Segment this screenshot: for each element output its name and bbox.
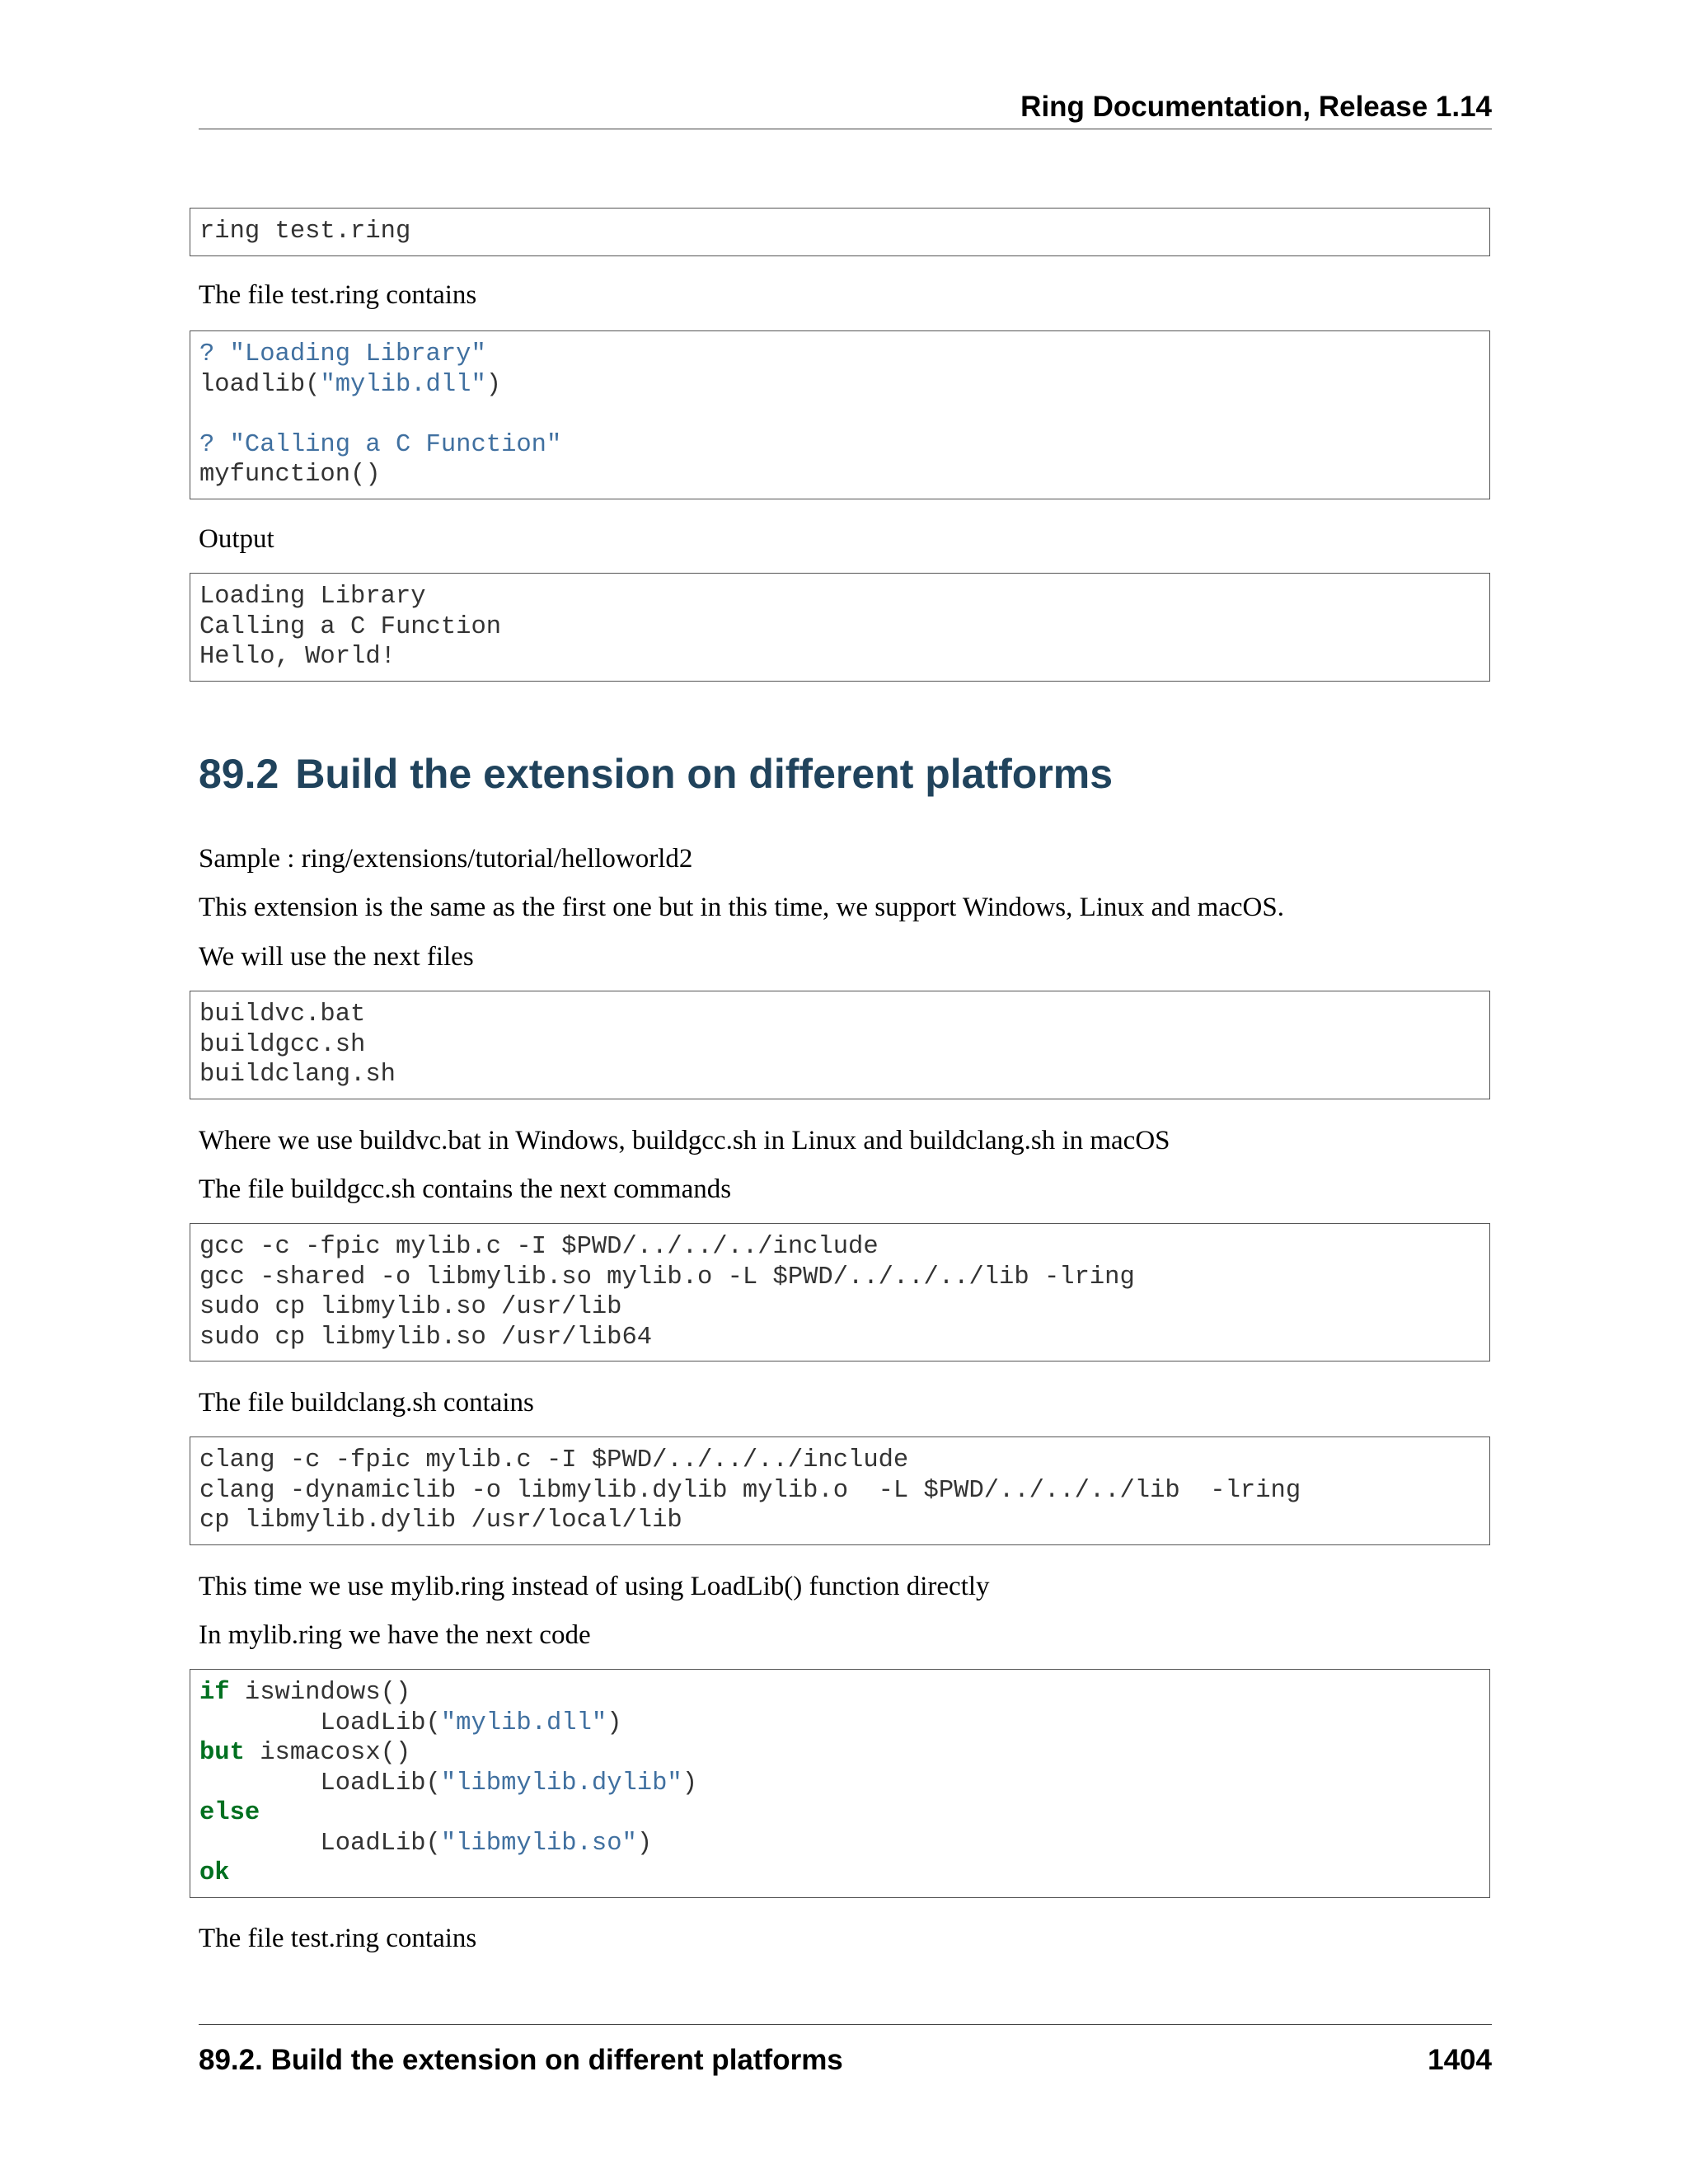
code-block-test-ring (190, 330, 1490, 499)
code-line: Calling a C Function (199, 612, 502, 641)
code-block-files (190, 991, 1490, 1099)
code-line: buildvc.bat (199, 1001, 366, 1029)
paragraph: The file test.ring contains (199, 280, 477, 310)
paragraph: We will use the next files (199, 942, 474, 972)
code-line: buildclang.sh (199, 1061, 396, 1089)
code-token: myfunction() (199, 461, 381, 489)
footer-section-title: 89.2. Build the extension on different platforms (199, 2044, 843, 2076)
code-token: ) (636, 1829, 653, 1858)
code-token: ? (199, 430, 230, 459)
code-text (199, 340, 1480, 490)
code-string: "Loading Library" (229, 340, 486, 368)
code-block-buildgcc (190, 1223, 1490, 1361)
code-block-run-command (190, 208, 1490, 256)
section-title: Build the extension on different platforms (295, 751, 1114, 797)
code-keyword: ok (199, 1859, 230, 1887)
code-line: ring test.ring (199, 218, 411, 246)
code-line: gcc -shared -o libmylib.so mylib.o -L $PWD/../../../lib -lring (199, 1263, 1135, 1291)
code-token: ) (607, 1708, 622, 1737)
code-text (199, 1446, 1480, 1536)
code-string: "libmylib.dylib" (440, 1769, 682, 1797)
code-string: "libmylib.so" (440, 1829, 637, 1858)
running-header: Ring Documentation, Release 1.14 (1020, 91, 1492, 123)
code-block-output (190, 573, 1490, 682)
code-block-buildclang (190, 1436, 1490, 1545)
paragraph: Where we use buildvc.bat in Windows, buildgcc.sh in Linux and buildclang.sh in macOS (199, 1126, 1170, 1155)
code-string: "Calling a C Function" (229, 430, 562, 459)
code-text (199, 217, 1480, 247)
code-line: Loading Library (199, 583, 426, 611)
code-token: LoadLib( (199, 1829, 441, 1858)
code-text (199, 1000, 1480, 1090)
code-line: cp libmylib.dylib /usr/local/lib (199, 1507, 682, 1535)
code-token: ? (199, 340, 230, 368)
code-line: clang -dynamiclib -o libmylib.dylib mylib.o -L $PWD/../../../lib -lring (199, 1476, 1301, 1505)
section-number: 89.2 (199, 751, 279, 797)
code-line: sudo cp libmylib.so /usr/lib64 (199, 1323, 653, 1352)
code-text (199, 1678, 1480, 1889)
code-token: LoadLib( (199, 1708, 441, 1737)
code-string: "mylib.dll" (320, 370, 486, 399)
code-string: "mylib.dll" (440, 1708, 607, 1737)
paragraph: This time we use mylib.ring instead of using LoadLib() function directly (199, 1572, 990, 1601)
page-number: 1404 (1428, 2044, 1492, 2076)
code-line: buildgcc.sh (199, 1030, 366, 1059)
section-heading (199, 750, 1113, 798)
code-line: sudo cp libmylib.so /usr/lib (199, 1293, 622, 1321)
code-token: LoadLib( (199, 1769, 441, 1797)
code-block-mylib-ring (190, 1669, 1490, 1898)
code-text (199, 582, 1480, 673)
paragraph: In mylib.ring we have the next code (199, 1620, 591, 1650)
paragraph: The file test.ring contains (199, 1924, 477, 1953)
paragraph: Sample : ring/extensions/tutorial/helloworld2 (199, 844, 693, 874)
code-token: iswindows() (229, 1679, 411, 1707)
code-keyword: if (199, 1679, 230, 1707)
code-keyword: but (199, 1739, 245, 1767)
paragraph: The file buildgcc.sh contains the next commands (199, 1174, 732, 1204)
paragraph: Output (199, 524, 274, 554)
code-line: Hello, World! (199, 643, 396, 671)
code-text (199, 1232, 1480, 1352)
paragraph: The file buildclang.sh contains (199, 1388, 534, 1418)
code-line: clang -c -fpic mylib.c -I $PWD/../../../include (199, 1446, 909, 1474)
code-token: loadlib( (199, 370, 321, 399)
footer-rule (199, 2024, 1492, 2025)
code-token: ismacosx() (244, 1739, 411, 1767)
paragraph: This extension is the same as the first one but in this time, we support Windows, Linux and macOS. (199, 893, 1284, 922)
code-token: ) (682, 1769, 698, 1797)
code-line: gcc -c -fpic mylib.c -I $PWD/../../../include (199, 1233, 879, 1261)
code-token: ) (485, 370, 502, 399)
code-keyword: else (199, 1799, 260, 1827)
